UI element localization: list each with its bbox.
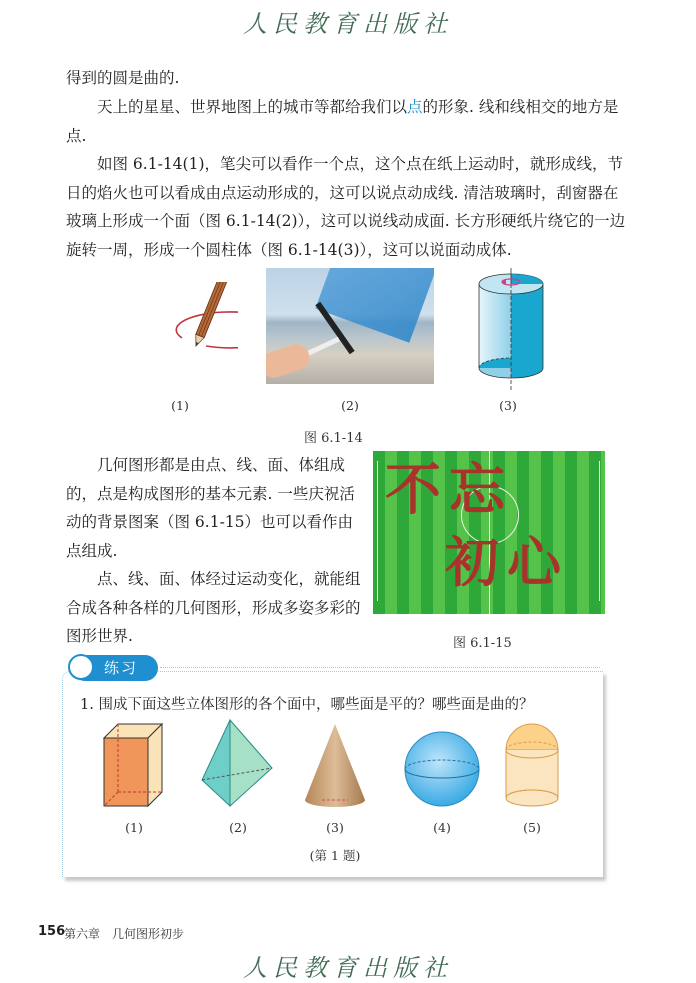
figure-pencil-ellipse [118, 282, 238, 382]
solid-caption-1: (1) [125, 820, 143, 835]
chapter-title: 第六章 几何图形初步 [64, 927, 185, 941]
field-text-row-2: 初心 [445, 531, 569, 594]
figure-15-title: 图 6.1-15 [453, 636, 512, 651]
figure-14-caption-2: (2) [341, 398, 359, 413]
paragraph-1 [66, 93, 626, 150]
solid-sphere [403, 730, 481, 808]
figure-14-caption-1: (1) [171, 398, 189, 413]
figure-football-field-photo [373, 451, 605, 614]
figure-14-title: 图 6.1-14 [304, 431, 363, 446]
figure-14-caption-3: (3) [499, 398, 517, 413]
pencil-ellipse-illustration [118, 282, 238, 382]
publisher-footer: 人民教育出版社 [243, 954, 453, 982]
pencil-badge-icon [68, 654, 94, 680]
paragraph-3: 几何图形都是由点、线、面、体组成的，点是构成图形的基本元素. 一些庆祝活动的背景图案（图 6.1-15）也可以看作由点组成. [66, 456, 355, 560]
cylinder-illustration [476, 268, 546, 390]
figure-cylinder [476, 268, 546, 390]
highlight-term-point: 点 [407, 98, 423, 116]
solid-capsule-cylinder [503, 723, 561, 809]
figure-squeegee-photo [266, 268, 434, 384]
paragraph-1-text-end: 的形象. 线和线相交的地方是点. [66, 98, 619, 145]
solid-caption-2: (2) [229, 820, 247, 835]
exercise-tab [72, 655, 158, 681]
solid-caption-5: (5) [523, 820, 541, 835]
exercise-figure-label: (第 1 题) [309, 848, 361, 863]
solid-rectangular-prism [100, 720, 170, 810]
paragraph-0: 得到的圆是曲的. [66, 69, 180, 87]
solid-tetrahedron [200, 718, 274, 810]
exercise-question-1: 1. 围成下面这些立体图形的各个面中，哪些面是平的？哪些面是曲的？ [80, 697, 534, 713]
exercise-tab-label: 练习 [104, 659, 139, 677]
page-number: 156 [38, 924, 66, 939]
solid-cone [304, 722, 366, 810]
solid-caption-4: (4) [433, 820, 451, 835]
paragraph-4: 点、线、面、体经过运动变化，就能组合成各种各样的几何图形，形成多姿多彩的图形世界. [66, 570, 361, 645]
field-text-row-1: 不忘 [385, 458, 513, 523]
paragraph-1-text: 天上的星星、世界地图上的城市等都给我们以 [97, 98, 408, 116]
exercise-divider [160, 667, 600, 668]
paragraph-2: 如图 6.1-14(1)，笔尖可以看作一个点，这个点在纸上运动时，就形成线，节日的焰火也可以看成由点运动形成的，这可以说点动成线. 清洁玻璃时，刮窗器在玻璃上形成一个面（图 6.1-14(2)），这可以说线动成面. 长方形硬纸片绕它的一边旋转一周，形成一个圆柱体（图 6.1-14(3)），这可以说面动成体. [66, 155, 626, 259]
publisher-header: 人民教育出版社 [243, 10, 453, 38]
solid-caption-3: (3) [326, 820, 344, 835]
